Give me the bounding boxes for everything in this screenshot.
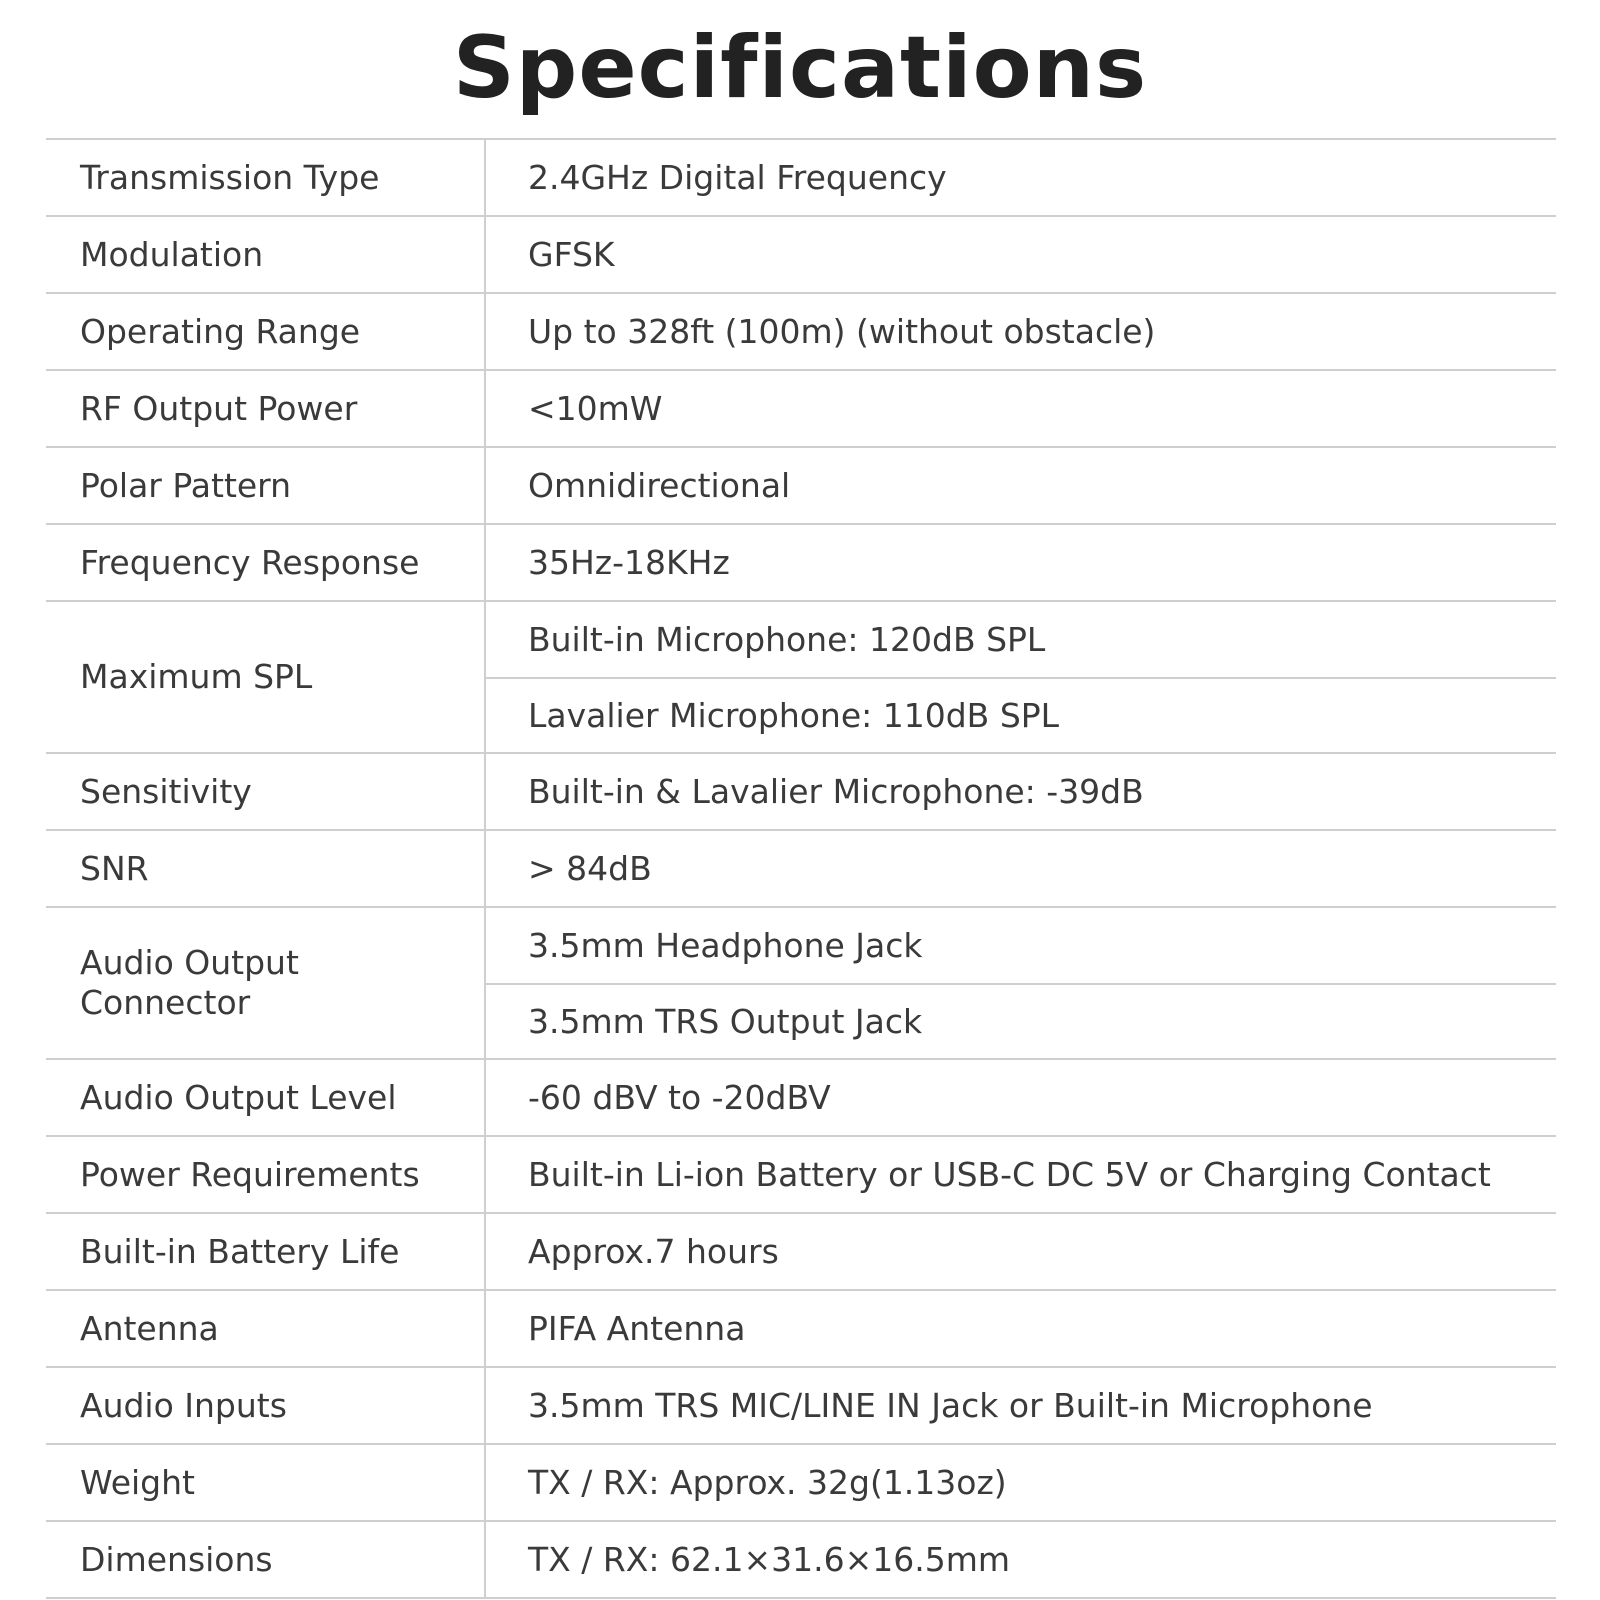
spec-row <box>46 294 1556 371</box>
spec-row <box>46 1137 1556 1214</box>
spec-label-cell <box>46 525 486 600</box>
specifications-table <box>46 138 1556 1599</box>
spec-row <box>46 754 1556 831</box>
spec-label: Power Requirements <box>80 1154 420 1194</box>
spec-label-cell <box>46 1137 486 1212</box>
spec-value: PIFA Antenna <box>528 1309 746 1348</box>
spec-label: Built-in Battery Life <box>80 1231 400 1271</box>
spec-label-cell <box>46 754 486 829</box>
spec-values-cell <box>486 1214 1556 1289</box>
spec-label: RF Output Power <box>80 388 358 428</box>
spec-label: Antenna <box>80 1308 219 1348</box>
spec-value: GFSK <box>528 235 615 274</box>
spec-label-cell <box>46 1522 486 1597</box>
spec-row <box>46 1522 1556 1599</box>
spec-label-cell <box>46 294 486 369</box>
spec-value: Lavalier Microphone: 110dB SPL <box>486 677 1556 752</box>
spec-row <box>46 1368 1556 1445</box>
spec-value: -60 dBV to -20dBV <box>528 1078 831 1117</box>
spec-label-cell <box>46 140 486 215</box>
spec-values-cell <box>486 1368 1556 1443</box>
spec-values-cell <box>486 371 1556 446</box>
spec-value: Approx.7 hours <box>528 1232 779 1271</box>
spec-values-cell <box>486 448 1556 523</box>
spec-value: 35Hz-18KHz <box>528 543 730 582</box>
spec-values-cell <box>486 525 1556 600</box>
spec-label-cell <box>46 831 486 906</box>
spec-label-cell <box>46 1368 486 1443</box>
spec-values-cell <box>486 908 1556 1058</box>
spec-values-cell <box>486 217 1556 292</box>
spec-row <box>46 448 1556 525</box>
spec-label-cell <box>46 371 486 446</box>
spec-label: Weight <box>80 1462 195 1502</box>
spec-row <box>46 371 1556 448</box>
spec-label-cell <box>46 908 486 1058</box>
spec-label: Dimensions <box>80 1539 273 1579</box>
spec-row <box>46 140 1556 217</box>
spec-values-cell <box>486 831 1556 906</box>
spec-row <box>46 217 1556 294</box>
spec-value: Up to 328ft (100m) (without obstacle) <box>528 312 1156 351</box>
spec-values-cell <box>486 602 1556 752</box>
spec-label: Polar Pattern <box>80 465 292 505</box>
spec-label-cell <box>46 1291 486 1366</box>
spec-value: TX / RX: 62.1×31.6×16.5mm <box>528 1540 1011 1579</box>
spec-value: 3.5mm Headphone Jack <box>528 926 923 965</box>
spec-value: > 84dB <box>528 849 652 888</box>
spec-row <box>46 1291 1556 1368</box>
spec-label-cell <box>46 602 486 752</box>
spec-value: <10mW <box>528 389 663 428</box>
spec-row <box>46 525 1556 602</box>
spec-label-cell <box>46 217 486 292</box>
spec-label-cell <box>46 1214 486 1289</box>
spec-row <box>46 831 1556 908</box>
spec-value: Built-in & Lavalier Microphone: -39dB <box>528 772 1144 811</box>
spec-values-cell <box>486 1445 1556 1520</box>
spec-label-cell <box>46 1060 486 1135</box>
spec-values-cell <box>486 294 1556 369</box>
spec-value: Built-in Microphone: 120dB SPL <box>528 620 1046 659</box>
spec-value: Built-in Li-ion Battery or USB-C DC 5V or Charging Contact <box>528 1155 1491 1194</box>
spec-label: Audio Output Connector <box>80 943 299 1022</box>
spec-row <box>46 602 1556 754</box>
spec-values-cell <box>486 1522 1556 1597</box>
spec-value: 3.5mm TRS Output Jack <box>486 983 1556 1058</box>
page-title: Specifications <box>452 18 1148 118</box>
spec-label-cell <box>46 448 486 523</box>
spec-row <box>46 1060 1556 1137</box>
spec-value: TX / RX: Approx. 32g(1.13oz) <box>528 1463 1007 1502</box>
spec-values-cell <box>486 140 1556 215</box>
spec-row <box>46 908 1556 1060</box>
spec-label: Modulation <box>80 234 264 274</box>
spec-label: SNR <box>80 848 149 888</box>
spec-value: 3.5mm TRS MIC/LINE IN Jack or Built-in Microphone <box>528 1386 1373 1425</box>
spec-label: Transmission Type <box>80 157 380 197</box>
spec-label: Operating Range <box>80 311 361 351</box>
spec-label: Sensitivity <box>80 771 252 811</box>
spec-label: Maximum SPL <box>80 657 313 696</box>
spec-value: 2.4GHz Digital Frequency <box>528 158 947 197</box>
spec-value: Omnidirectional <box>528 466 791 505</box>
spec-values-cell <box>486 1291 1556 1366</box>
spec-label-cell <box>46 1445 486 1520</box>
spec-row <box>46 1214 1556 1291</box>
spec-values-cell <box>486 1060 1556 1135</box>
spec-values-cell <box>486 1137 1556 1212</box>
spec-label: Frequency Response <box>80 542 420 582</box>
spec-label: Audio Output Level <box>80 1077 397 1117</box>
spec-label: Audio Inputs <box>80 1385 287 1425</box>
spec-row <box>46 1445 1556 1522</box>
spec-values-cell <box>486 754 1556 829</box>
